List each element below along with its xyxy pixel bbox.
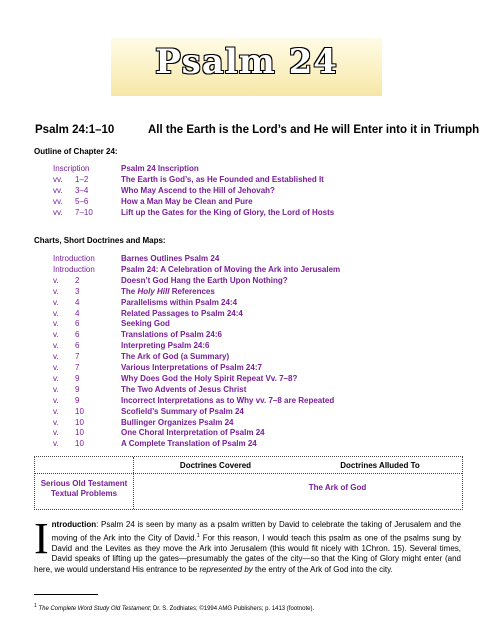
charts-row-ref: 4 [75,297,80,307]
charts-row-ref: 10 [75,417,84,427]
charts-row-title: The Ark of God (a Summary) [121,352,230,362]
charts-row-ref: 7 [75,363,80,372]
charts-row-title: Psalm 24: A Celebration of Moving the Ark into Jerusalem [121,264,341,274]
charts-row-ref: 4 [75,308,80,318]
outline-row-ref: 3–4 [75,186,89,195]
charts-row-title: Parallelisms within Psalm 24:4 [121,297,238,307]
footnote-source: The Complete Word Study Old Testament [38,606,150,612]
charts-row-ref: 10 [75,406,84,416]
footnote-text: ; Dr. S. Zodhiates; ©1994 AMG Publishers; p. 1413 (footnote). [149,606,315,612]
outline-label: Outline of Chapter 24: [34,147,118,156]
charts-row-ref: 10 [75,439,84,449]
charts-row-ref: 6 [75,319,80,329]
chapter-reference: Psalm 24:1–10 [35,124,115,136]
charts-row-title: Bullinger Organizes Psalm 24 [121,417,234,427]
introduction-paragraph [34,514,461,575]
doctrines-covered-header: Doctrines Covered [179,461,252,470]
outline-row-ref: vv. [53,186,63,195]
intro-text: For this reason, I would teach this psalm as one of the psalms sung by David and the Levites as they move the Ark into Jerusalem (this would fit nicely with 1Chron. 15). Several times, David speaks of lifting up the gates—presumably the gates of the city—so that the King of Glory might enter (and here, we would understand His entrance to be [34,533,461,574]
charts-row-ref: v. [53,308,59,318]
charts-row-ref: 7 [75,352,80,362]
charts-row-ref: v. [53,428,59,438]
footnote-divider [34,594,98,595]
charts-row-ref: v. [53,275,59,285]
charts-row-ref: v. [53,406,59,416]
charts-label: Charts, Short Doctrines and Maps: [34,236,166,245]
charts-row-ref: 3 [75,286,80,296]
charts-row-ref: v. [53,373,59,383]
charts-row-ref: v. [53,330,59,340]
doctrine-link-ark-of-god[interactable]: The Ark of God [308,483,367,492]
drop-cap: I [34,514,49,563]
charts-row-ref: 6 [75,341,80,351]
charts-row-ref: v. [53,286,59,296]
outline-row-ref: 5–6 [75,197,89,206]
outline-row-title: The Earth is God’s, as He Founded and Established It [121,175,324,184]
intro-emphasis: represented by [199,564,253,574]
charts-row-ref: v. [53,352,59,362]
emphasis: Holy Hill [137,286,170,296]
outline-row-title: Psalm 24 Inscription [121,164,199,173]
charts-row-ref: v. [53,417,59,427]
charts-row-title: Interpreting Psalm 24:6 [121,341,210,351]
charts-row-title: One Choral Interpretation of Psalm 24 [121,428,265,438]
charts-row-title: Incorrect Interpretations as to Why vv. 7–8 are Repeated [121,395,335,405]
charts-row-title: Barnes Outlines Psalm 24 [121,254,220,263]
page-title: Psalm 24 [155,42,338,82]
charts-row-ref: 9 [75,373,80,383]
outline-row-ref: vv. [53,208,63,217]
charts-row-title: The Holy Hill References [121,286,215,296]
charts-row-ref: 9 [75,384,80,394]
charts-row-title: Translations of Psalm 24:6 [121,330,222,340]
charts-row-title: The Two Advents of Jesus Christ [121,384,247,394]
charts-row-ref: 10 [75,428,84,438]
outline-row-title: Lift up the Gates for the King of Glory, the Lord of Hosts [121,208,335,217]
charts-row-title: Scofield’s Summary of Psalm 24 [121,406,244,416]
outline-row-ref: 7–10 [75,208,93,217]
charts-row-ref: v. [53,439,59,449]
intro-text: the entry of the Ark of God into the city. [252,564,393,574]
charts-row-title: Doesn’t God Hang the Earth Upon Nothing? [121,275,288,285]
outline-row-ref: 1–2 [75,175,89,184]
charts-row-title: Seeking God [121,319,170,329]
charts-row-ref: v. [53,363,59,372]
charts-row-ref: 2 [75,275,80,285]
doctrine-link-textual-problems[interactable] [35,479,133,499]
charts-row-ref: Introduction [53,264,95,274]
charts-row-ref: v. [53,341,59,351]
chapter-title: All the Earth is the Lord’s and He will Enter into it in Triumph [148,124,480,136]
outline-row-title: How a Man May be Clean and Pure [121,197,253,206]
outline-row-ref: Inscription [53,164,90,173]
doctrines-table [34,456,463,510]
charts-row-title: Why Does God the Holy Spirit Repeat Vv. 7–8? [121,373,298,383]
charts-row-ref: Introduction [53,254,95,263]
charts-row-title: Related Passages to Psalm 24:4 [121,308,243,318]
introduction-run-in: ntroduction [51,520,97,529]
doctrine-link-line: Textual Problems [50,489,118,498]
doctrine-link-line: Serious Old Testament [40,479,128,488]
outline-row-ref: vv. [53,175,63,184]
title-banner [111,38,382,96]
footnote [34,603,314,612]
charts-row-ref: 6 [75,330,80,340]
charts-row-ref: v. [53,319,59,329]
outline-row-ref: vv. [53,197,63,206]
charts-row-ref: 9 [75,395,80,405]
table-divider [35,473,462,474]
intro-text: : Psalm 24 is seen by many as a psalm written by David to celebrate the taking of Jerusalem and the moving of the Ark into the City of David. [51,520,461,543]
footnote-reference[interactable]: 1 [196,532,200,539]
charts-row-title: Various Interpretations of Psalm 24:7 [121,363,262,372]
outline-row-title: Who May Ascend to the Hill of Jehovah? [121,186,275,195]
charts-row-ref: v. [53,297,59,307]
charts-row-ref: v. [53,384,59,394]
charts-row-ref: v. [53,395,59,405]
footnote-mark: 1 [34,603,37,609]
doctrines-alluded-header: Doctrines Alluded To [340,461,420,470]
charts-row-title: A Complete Translation of Psalm 24 [121,439,257,449]
